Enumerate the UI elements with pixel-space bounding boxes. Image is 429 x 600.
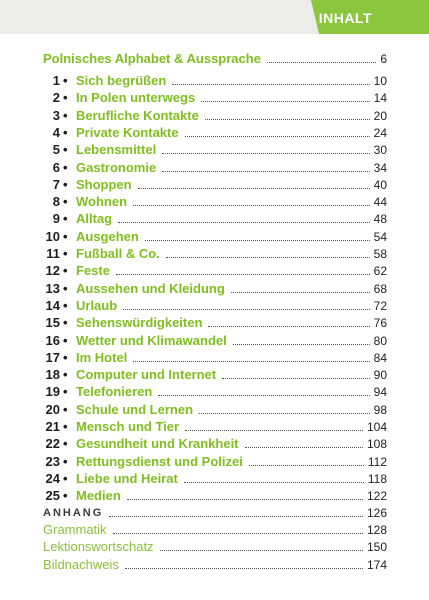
dot-leader	[172, 84, 370, 85]
toc-entry-page: 40	[373, 177, 387, 192]
chapter-number: 8	[52, 194, 60, 210]
dot-leader	[199, 413, 370, 414]
dot-leader	[118, 222, 370, 223]
toc-entry-page: 150	[366, 540, 387, 555]
chapter-number: 20	[45, 401, 60, 417]
toc-entry-page: 108	[366, 437, 387, 452]
toc-entry-page: 174	[366, 557, 387, 572]
bullet-mark: •	[63, 436, 68, 452]
dot-leader	[123, 309, 370, 310]
toc-entry-page: 122	[366, 489, 387, 504]
toc-entry-page: 128	[366, 523, 387, 537]
chapter-number: 25	[45, 488, 60, 504]
bullet-mark: •	[63, 228, 68, 244]
dot-leader	[109, 516, 363, 517]
bullet-mark: •	[63, 349, 68, 365]
dot-leader	[133, 361, 370, 362]
dot-leader	[201, 101, 370, 102]
toc-entry-page: 6	[380, 52, 387, 66]
toc-entry-chapter[interactable]	[0, 246, 429, 262]
toc-entry-page: 30	[373, 143, 387, 158]
toc-entry-chapter[interactable]	[0, 419, 429, 435]
toc-entry-title: Im Hotel	[76, 349, 128, 365]
toc-entry-chapter[interactable]	[0, 73, 429, 89]
toc-entry-title: Ausgehen	[76, 228, 139, 244]
chapter-number: 24	[45, 470, 60, 486]
toc-entry-title: Aussehen und Kleidung	[76, 280, 225, 296]
dot-leader	[113, 533, 363, 534]
dot-leader	[116, 274, 370, 275]
bullet-mark: •	[63, 211, 68, 227]
dot-leader	[222, 378, 370, 379]
toc-entry-chapter[interactable]	[0, 194, 429, 210]
toc-entry-page: 20	[373, 108, 387, 123]
bullet-mark: •	[63, 280, 68, 296]
chapter-number: 19	[45, 384, 60, 400]
toc-entry-title: Wetter und Klimawandel	[76, 332, 227, 348]
bullet-mark: •	[63, 297, 68, 313]
toc-entry-title: Telefonieren	[76, 384, 153, 400]
chapter-number: 23	[45, 453, 60, 469]
toc-entry-title: Rettungsdienst und Polizei	[76, 453, 243, 469]
toc-entry-title: In Polen unterwegs	[76, 90, 196, 106]
dot-leader	[185, 430, 363, 431]
toc-entry-title: Schule und Lernen	[76, 401, 194, 417]
bullet-mark: •	[63, 488, 68, 504]
chapter-number: 16	[45, 332, 60, 348]
toc-entry-appendix[interactable]	[0, 522, 429, 538]
toc-entry-page: 84	[373, 350, 387, 365]
toc-entry-chapter[interactable]	[0, 454, 429, 470]
toc-entry-title: Computer und Internet	[76, 367, 217, 383]
toc-entry-page: 80	[373, 333, 387, 348]
section-heading-anhang: ANHANG	[43, 507, 104, 519]
chapter-number: 3	[52, 107, 60, 123]
dot-leader	[145, 240, 370, 241]
toc-entry-chapter[interactable]	[0, 211, 429, 227]
chapter-number: 1	[52, 73, 60, 88]
bullet-mark: •	[63, 419, 68, 434]
chapter-number: 15	[45, 315, 60, 331]
toc-entry-page: 14	[373, 91, 387, 106]
toc-entry-chapter[interactable]	[0, 125, 429, 141]
toc-entry-chapter[interactable]	[0, 90, 429, 106]
chapter-number: 13	[45, 280, 60, 296]
toc-entry-chapter[interactable]	[0, 281, 429, 297]
chapter-number: 18	[45, 367, 60, 383]
toc-entry-page: 62	[373, 264, 387, 279]
toc-entry-page: 44	[373, 195, 387, 210]
dot-leader	[267, 62, 376, 63]
toc-entry-intro[interactable]	[0, 51, 429, 67]
dot-leader	[245, 447, 363, 448]
dot-leader	[162, 153, 370, 154]
toc-entry-title: Feste	[76, 263, 110, 279]
toc-entry-page: 54	[373, 229, 387, 244]
bullet-mark: •	[63, 90, 68, 106]
dot-leader	[158, 395, 370, 396]
dot-leader	[231, 292, 370, 293]
toc-entry-chapter[interactable]	[0, 471, 429, 487]
dot-leader	[233, 344, 370, 345]
toc-entry-chapter[interactable]	[0, 142, 429, 158]
toc-entry-appendix[interactable]	[0, 539, 429, 555]
chapter-number: 9	[52, 211, 60, 227]
chapter-number: 6	[52, 159, 60, 175]
toc-entry-chapter[interactable]	[0, 488, 429, 504]
chapter-number: 22	[45, 436, 60, 452]
toc-entry-chapter[interactable]	[0, 367, 429, 383]
toc-entry-title: Alltag	[76, 211, 113, 227]
toc-entry-page: 112	[367, 454, 387, 469]
toc-entry-title: Gastronomie	[76, 159, 157, 175]
toc-entry-chapter[interactable]	[0, 160, 429, 176]
toc-entry-title: Medien	[76, 488, 121, 504]
toc-entry-chapter[interactable]	[0, 298, 429, 314]
bullet-mark: •	[63, 384, 68, 400]
toc-entry-title: Polnisches Alphabet & Aussprache	[43, 51, 261, 66]
toc-entry-anhang[interactable]	[0, 505, 429, 521]
toc-entry-title: Wohnen	[76, 194, 128, 210]
dot-leader	[208, 326, 370, 327]
toc-entry-title: Lebensmittel	[76, 142, 157, 158]
toc-entry-chapter[interactable]	[0, 384, 429, 400]
bullet-mark: •	[63, 107, 68, 123]
toc-entry-page: 34	[373, 160, 387, 175]
toc-entry-title: Shoppen	[76, 176, 132, 192]
bullet-mark: •	[63, 453, 68, 469]
toc-entry-title: Sich begrüßen	[76, 73, 167, 88]
toc-entry-title: Berufliche Kontakte	[76, 107, 199, 123]
chapter-number: 4	[52, 124, 60, 140]
chapter-number: 7	[52, 176, 60, 192]
bullet-mark: •	[63, 176, 68, 192]
dot-leader	[249, 465, 364, 466]
toc-entry-chapter[interactable]	[0, 350, 429, 366]
dot-leader	[184, 482, 364, 483]
bullet-mark: •	[63, 332, 68, 348]
bullet-mark: •	[63, 470, 68, 486]
toc-entry-page: 48	[373, 212, 387, 227]
bullet-mark: •	[63, 124, 68, 140]
toc-entry-page: 72	[373, 298, 387, 313]
toc-entry-chapter[interactable]	[0, 315, 429, 331]
toc-entry-title: Liebe und Heirat	[76, 470, 178, 486]
dot-leader	[125, 568, 363, 569]
dot-leader	[138, 188, 370, 189]
toc-entry-title: Grammatik	[43, 522, 107, 537]
toc-entry-appendix[interactable]	[0, 557, 429, 573]
page-title: INHALT	[318, 10, 372, 26]
toc-entry-title: Bildnachweis	[43, 556, 119, 572]
dot-leader	[127, 499, 363, 500]
bullet-mark: •	[63, 401, 68, 417]
chapter-number: 17	[45, 349, 60, 365]
toc-entry-page: 68	[373, 281, 387, 296]
bullet-mark: •	[63, 246, 68, 261]
chapter-number: 14	[45, 297, 60, 313]
toc-entry-title: Urlaub	[76, 297, 118, 313]
toc-entry-page: 94	[373, 385, 387, 400]
dot-leader	[133, 205, 370, 206]
toc-entry-page: 76	[373, 316, 387, 331]
toc-entry-chapter[interactable]	[0, 229, 429, 245]
bullet-mark: •	[63, 73, 68, 88]
chapter-number: 2	[52, 90, 60, 106]
toc-entry-title: Sehenswürdigkeiten	[76, 315, 203, 331]
bullet-mark: •	[63, 159, 68, 175]
toc-entry-title: Mensch und Tier	[76, 419, 180, 434]
toc-entry-page: 90	[373, 368, 387, 383]
toc-entry-title: Private Kontakte	[76, 124, 179, 140]
toc-entry-chapter[interactable]	[0, 402, 429, 418]
toc-entry-page: 24	[373, 125, 387, 140]
chapter-number: 11	[46, 246, 60, 261]
toc-entry-page: 10	[373, 74, 387, 88]
toc-entry-title: Lektionswortschatz	[43, 539, 154, 555]
bullet-mark: •	[63, 142, 68, 158]
dot-leader	[185, 136, 370, 137]
dot-leader	[166, 257, 370, 258]
toc-entry-page: 98	[373, 402, 387, 417]
chapter-number: 12	[45, 263, 60, 279]
toc-entry-title: Fußball & Co.	[76, 246, 160, 261]
toc-entry-page: 118	[367, 471, 387, 486]
chapter-number: 5	[52, 142, 60, 158]
toc-entry-chapter[interactable]	[0, 333, 429, 349]
bullet-mark: •	[63, 263, 68, 279]
toc-entry-chapter[interactable]	[0, 108, 429, 124]
toc-entry-page: 58	[373, 247, 387, 261]
dot-leader	[162, 171, 370, 172]
toc-entry-title: Gesundheit und Krankheit	[76, 436, 239, 452]
bullet-mark: •	[63, 367, 68, 383]
chapter-number: 10	[45, 228, 60, 244]
toc-entry-page: 104	[366, 420, 387, 434]
bullet-mark: •	[63, 315, 68, 331]
dot-leader	[160, 550, 363, 551]
toc-entry-page: 126	[366, 506, 387, 520]
dot-leader	[205, 119, 370, 120]
toc-entry-chapter[interactable]	[0, 263, 429, 279]
toc-entry-chapter[interactable]	[0, 436, 429, 452]
chapter-number: 21	[45, 419, 60, 434]
toc-entry-chapter[interactable]	[0, 177, 429, 193]
bullet-mark: •	[63, 194, 68, 210]
